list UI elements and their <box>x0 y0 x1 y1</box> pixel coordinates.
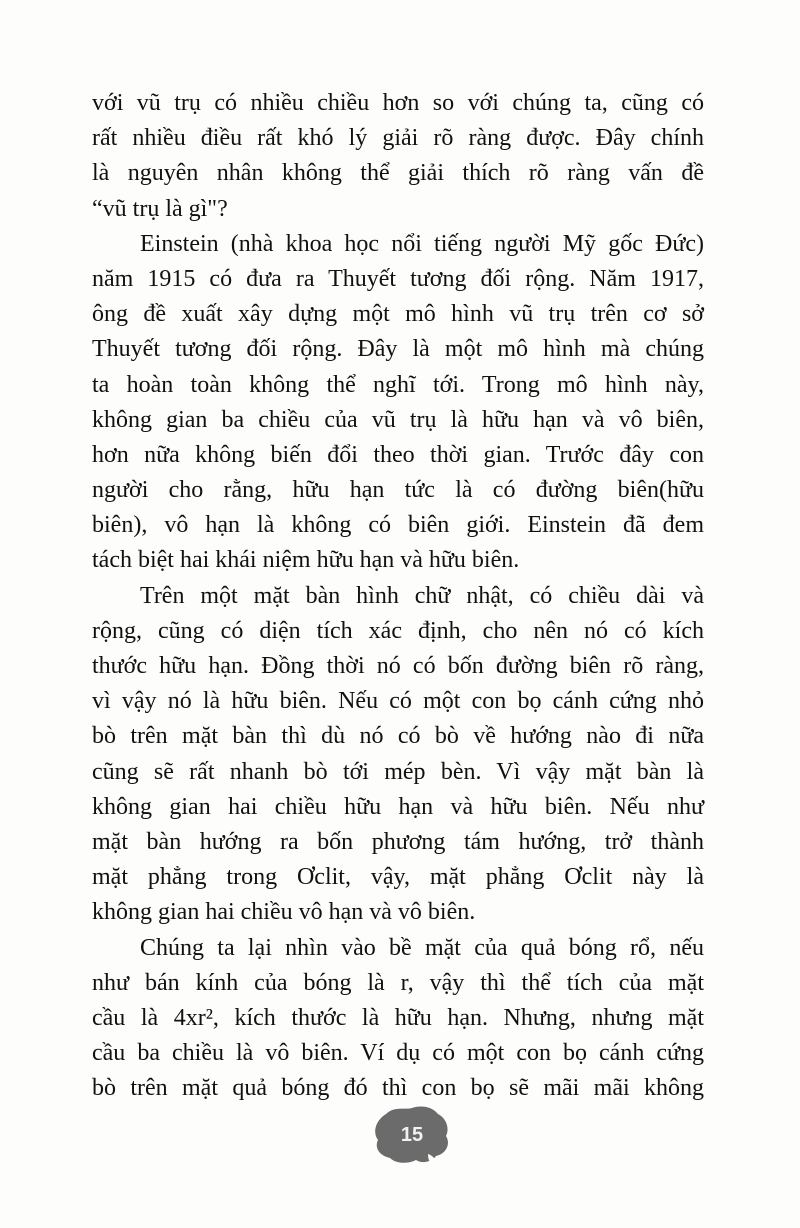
paragraph-3 <box>92 579 704 931</box>
text-line: ta hoàn toàn không thể nghĩ tới. Trong mô hình này, <box>92 371 704 398</box>
text-line: cũng sẽ rất nhanh bò tới mép bèn. Vì vậy mặt bàn là <box>92 758 704 785</box>
text-line: ông đề xuất xây dựng một mô hình vũ trụ trên cơ sở <box>92 301 704 328</box>
text-line: mặt phẳng trong Ơclit, vậy, mặt phẳng Ơclit này là <box>92 864 704 891</box>
text-line: Chúng ta lại nhìn vào bề mặt của quả bóng rổ, nếu <box>140 934 704 961</box>
text-line: Trên một mặt bàn hình chữ nhật, có chiều dài và <box>140 582 704 609</box>
page-number: 15 <box>400 1123 424 1146</box>
text-line: “vũ trụ là gì"? <box>92 195 228 222</box>
text-line: vì vậy nó là hữu biên. Nếu có một con bọ cánh cứng nhỏ <box>92 688 704 715</box>
text-line: không gian hai chiều vô hạn và vô biên. <box>92 899 476 926</box>
text-line: cầu ba chiều là vô biên. Ví dụ có một con bọ cánh cứng <box>92 1040 704 1067</box>
text-line: không gian hai chiều hữu hạn và hữu biên. Nếu như <box>92 793 704 820</box>
text-line: Thuyết tương đối rộng. Đây là một mô hình mà chúng <box>92 336 704 363</box>
text-line: với vũ trụ có nhiều chiều hơn so với chúng ta, cũng có <box>92 90 704 116</box>
text-line: như bán kính của bóng là r, vậy thì thể tích của mặt <box>92 969 704 996</box>
text-line: mặt bàn hướng ra bốn phương tám hướng, trở thành <box>92 828 704 855</box>
text-line: không gian ba chiều của vũ trụ là hữu hạn và vô biên, <box>92 406 704 433</box>
text-line: hơn nữa không biến đổi theo thời gian. Trước đây con <box>92 441 704 468</box>
text-line: thước hữu hạn. Đồng thời nó có bốn đường biên rõ ràng, <box>92 653 704 679</box>
text-line: tách biệt hai khái niệm hữu hạn và hữu biên. <box>92 547 520 574</box>
text-line: rất nhiều điều rất khó lý giải rõ ràng được. Đây chính <box>92 125 704 152</box>
text-line: là nguyên nhân không thể giải thích rõ ràng vấn đề <box>92 160 704 187</box>
page-number-badge <box>372 1104 452 1166</box>
text-line: cầu là 4xr², kích thước là hữu hạn. Nhưng, nhưng mặt <box>92 1004 704 1031</box>
paragraph-4 <box>92 931 704 1107</box>
text-line: bò trên mặt quả bóng đó thì con bọ sẽ mãi mãi không <box>92 1075 704 1102</box>
paragraph-1 <box>92 86 704 227</box>
paragraph-2 <box>92 227 704 579</box>
page-body-text <box>92 86 704 1106</box>
text-line: năm 1915 có đưa ra Thuyết tương đối rộng. Năm 1917, <box>92 265 704 292</box>
text-line: rộng, cũng có diện tích xác định, cho nên nó có kích <box>92 617 704 644</box>
text-line: Einstein (nhà khoa học nổi tiếng người Mỹ gốc Đức) <box>140 230 704 257</box>
text-line: người cho rằng, hữu hạn tức là có đường biên(hữu <box>92 477 704 504</box>
text-line: biên), vô hạn là không có biên giới. Einstein đã đem <box>92 512 704 539</box>
text-line: bò trên mặt bàn thì dù nó có bò về hướng nào đi nữa <box>92 723 704 750</box>
